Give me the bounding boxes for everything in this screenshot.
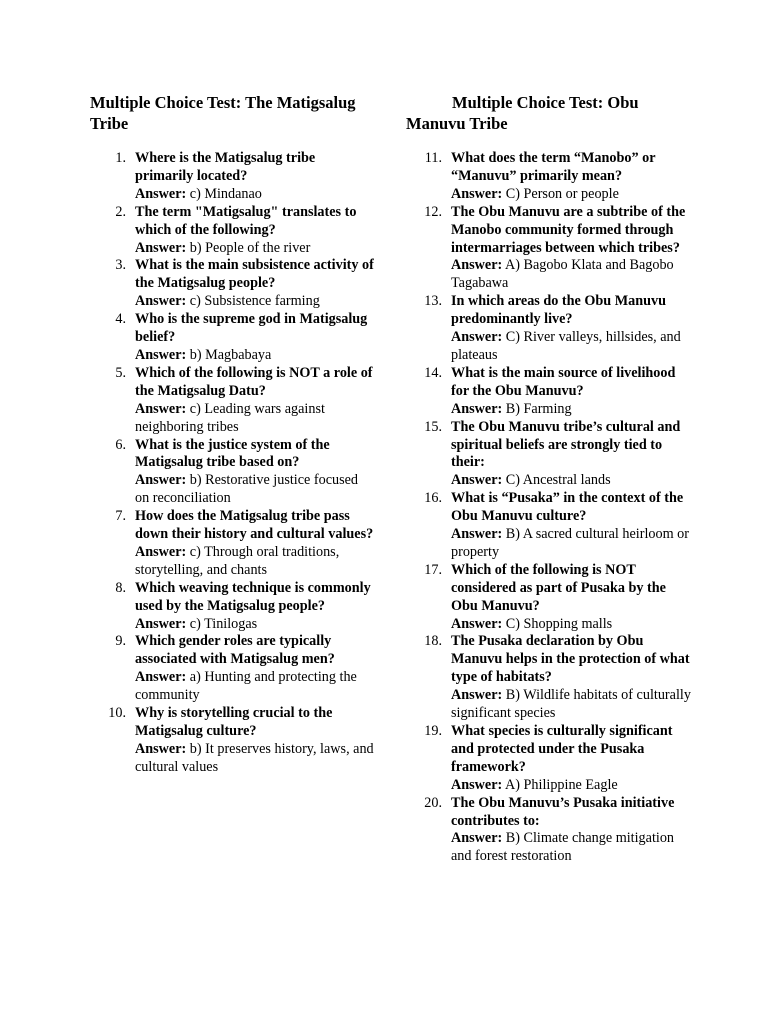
answer-text: B) Wildlife habitats of culturally significant species <box>451 687 691 722</box>
question-number: 17. <box>424 561 442 578</box>
answer-label: Answer: <box>451 400 503 417</box>
answer-text: C) River valleys, hillsides, and plateaus <box>451 329 681 363</box>
question-item <box>406 562 691 634</box>
answer-label: Answer: <box>135 472 187 489</box>
answer-line <box>451 472 611 488</box>
answer-text: c) Tinilogas <box>189 615 258 632</box>
question-number: 1. <box>115 150 126 166</box>
answer-line <box>451 687 691 721</box>
answer-text: B) Climate change mitigation and forest restoration <box>451 830 675 865</box>
question-item <box>406 204 691 294</box>
question-text: The term "Matigsalug" translates to which of the following? <box>135 203 357 238</box>
question-text: Which of the following is NOT considered as part of Pusaka by the Obu Manuvu? <box>451 561 666 614</box>
question-number: 3. <box>115 257 126 274</box>
answer-label: Answer: <box>135 615 187 632</box>
answer-text: B) A sacred cultural heirloom or property <box>451 526 689 560</box>
question-number: 9. <box>115 633 126 650</box>
matigsalug-test-column <box>90 92 375 777</box>
question-item <box>90 705 375 777</box>
answer-line <box>135 347 271 363</box>
question-number: 20. <box>424 794 442 811</box>
answer-text: A) Philippine Eagle <box>505 776 618 793</box>
question-item <box>406 633 691 723</box>
question-text: The Obu Manuvu tribe’s cultural and spiritual beliefs are strongly tied to their: <box>451 418 681 471</box>
question-item <box>90 257 375 311</box>
answer-line <box>135 741 374 775</box>
answer-text: b) People of the river <box>189 239 311 256</box>
answer-text: b) Magbabaya <box>189 346 272 363</box>
answer-line <box>451 401 572 417</box>
answer-text: b) Restorative justice focused on reconciliation <box>135 472 359 507</box>
question-text: Which weaving technique is commonly used by the Matigsalug people? <box>135 579 371 614</box>
answer-text: a) Hunting and protecting the community <box>135 669 357 704</box>
question-item <box>90 633 375 705</box>
question-item <box>90 311 375 365</box>
question-text: What species is culturally significant and protected under the Pusaka framework? <box>451 723 673 775</box>
question-item <box>406 490 691 562</box>
question-text: How does the Matigsalug tribe pass down their history and cultural values? <box>135 508 374 543</box>
question-number: 6. <box>115 436 126 453</box>
question-item <box>90 365 375 437</box>
answer-label: Answer: <box>451 615 503 632</box>
question-item <box>406 150 691 204</box>
obu-manuvu-question-list <box>406 150 691 866</box>
answer-line <box>135 616 257 632</box>
answer-line <box>135 240 310 256</box>
question-number: 15. <box>424 418 442 435</box>
question-number: 13. <box>424 293 442 310</box>
question-item <box>406 293 691 365</box>
answer-label: Answer: <box>135 543 187 560</box>
question-number: 8. <box>115 579 126 596</box>
answer-text: c) Leading wars against neighboring tribes <box>135 400 325 435</box>
question-text: What is the main subsistence activity of the Matigsalug people? <box>135 257 374 292</box>
question-text: The Pusaka declaration by Obu Manuvu helps in the protection of what type of habitats? <box>451 633 690 686</box>
answer-label: Answer: <box>451 472 503 489</box>
question-number: 2. <box>115 203 126 220</box>
answer-line <box>135 669 357 703</box>
answer-text: c) Through oral traditions, storytelling, and chants <box>135 543 340 578</box>
question-number: 10. <box>108 705 126 722</box>
question-number: 12. <box>424 203 442 220</box>
answer-label: Answer: <box>451 830 503 847</box>
answer-line <box>451 329 681 363</box>
question-text: What is the justice system of the Matigsalug tribe based on? <box>135 436 330 471</box>
matigsalug-test-heading: Multiple Choice Test: The Matigsalug Tribe <box>90 93 356 133</box>
answer-label: Answer: <box>135 740 187 757</box>
answer-line <box>451 526 689 560</box>
answer-text: b) It preserves history, laws, and cultural values <box>135 740 374 775</box>
obu-manuvu-test-column <box>406 92 691 866</box>
answer-label: Answer: <box>135 185 187 202</box>
answer-line <box>451 830 674 864</box>
answer-line <box>135 472 358 506</box>
answer-label: Answer: <box>451 776 503 793</box>
answer-line <box>451 777 618 793</box>
answer-label: Answer: <box>451 257 503 274</box>
answer-label: Answer: <box>451 329 503 346</box>
question-item <box>406 365 691 419</box>
question-number: 14. <box>424 364 442 381</box>
answer-line <box>451 257 674 291</box>
answer-text: c) Mindanao <box>189 185 262 202</box>
question-number: 16. <box>424 490 442 507</box>
question-number: 19. <box>424 723 442 739</box>
question-item <box>90 580 375 634</box>
answer-label: Answer: <box>135 346 187 363</box>
matigsalug-question-list <box>90 150 375 777</box>
answer-text: c) Subsistence farming <box>189 293 320 310</box>
question-number: 4. <box>115 311 126 328</box>
question-text: What is “Pusaka” in the context of the Obu Manuvu culture? <box>451 490 684 525</box>
answer-text: B) Farming <box>505 400 572 417</box>
question-text: The Obu Manuvu’s Pusaka initiative contributes to: <box>451 794 675 829</box>
answer-label: Answer: <box>451 687 503 704</box>
question-text: Which gender roles are typically associated with Matigsalug men? <box>135 633 335 668</box>
question-item <box>90 437 375 509</box>
question-text: Which of the following is NOT a role of the Matigsalug Datu? <box>135 364 373 399</box>
question-item <box>90 204 375 258</box>
answer-label: Answer: <box>135 400 187 417</box>
question-number: 18. <box>424 633 442 650</box>
answer-label: Answer: <box>135 293 187 310</box>
question-text: What is the main source of livelihood for the Obu Manuvu? <box>451 364 676 399</box>
question-number: 7. <box>115 508 126 525</box>
question-text: What does the term “Manobo” or “Manuvu” primarily mean? <box>451 150 656 184</box>
obu-manuvu-test-heading: Multiple Choice Test: Obu Manuvu Tribe <box>406 93 639 133</box>
question-text: Where is the Matigsalug tribe primarily located? <box>135 150 316 184</box>
question-text: Who is the supreme god in Matigsalug belief? <box>135 311 368 346</box>
answer-text: C) Ancestral lands <box>505 472 611 489</box>
question-item <box>406 723 691 795</box>
question-item <box>90 150 375 204</box>
answer-label: Answer: <box>135 669 187 686</box>
answer-label: Answer: <box>451 185 503 202</box>
answer-text: A) Bagobo Klata and Bagobo Tagabawa <box>451 257 674 292</box>
answer-line <box>451 616 612 632</box>
answer-line <box>135 401 325 435</box>
answer-text: C) Shopping malls <box>505 615 613 632</box>
answer-line <box>135 293 320 309</box>
question-item <box>406 419 691 491</box>
question-item <box>406 795 691 867</box>
answer-line <box>451 186 619 202</box>
question-number: 11. <box>424 150 442 166</box>
question-item <box>90 508 375 580</box>
answer-label: Answer: <box>451 526 503 543</box>
answer-line <box>135 186 262 202</box>
question-text: In which areas do the Obu Manuvu predominantly live? <box>451 293 666 328</box>
question-number: 5. <box>115 364 126 381</box>
answer-text: C) Person or people <box>505 185 619 202</box>
question-text: Why is storytelling crucial to the Matigsalug culture? <box>135 705 333 739</box>
question-text: The Obu Manuvu are a subtribe of the Manobo community formed through intermarriages between which tribes? <box>451 203 686 256</box>
answer-line <box>135 544 339 578</box>
answer-label: Answer: <box>135 239 187 256</box>
